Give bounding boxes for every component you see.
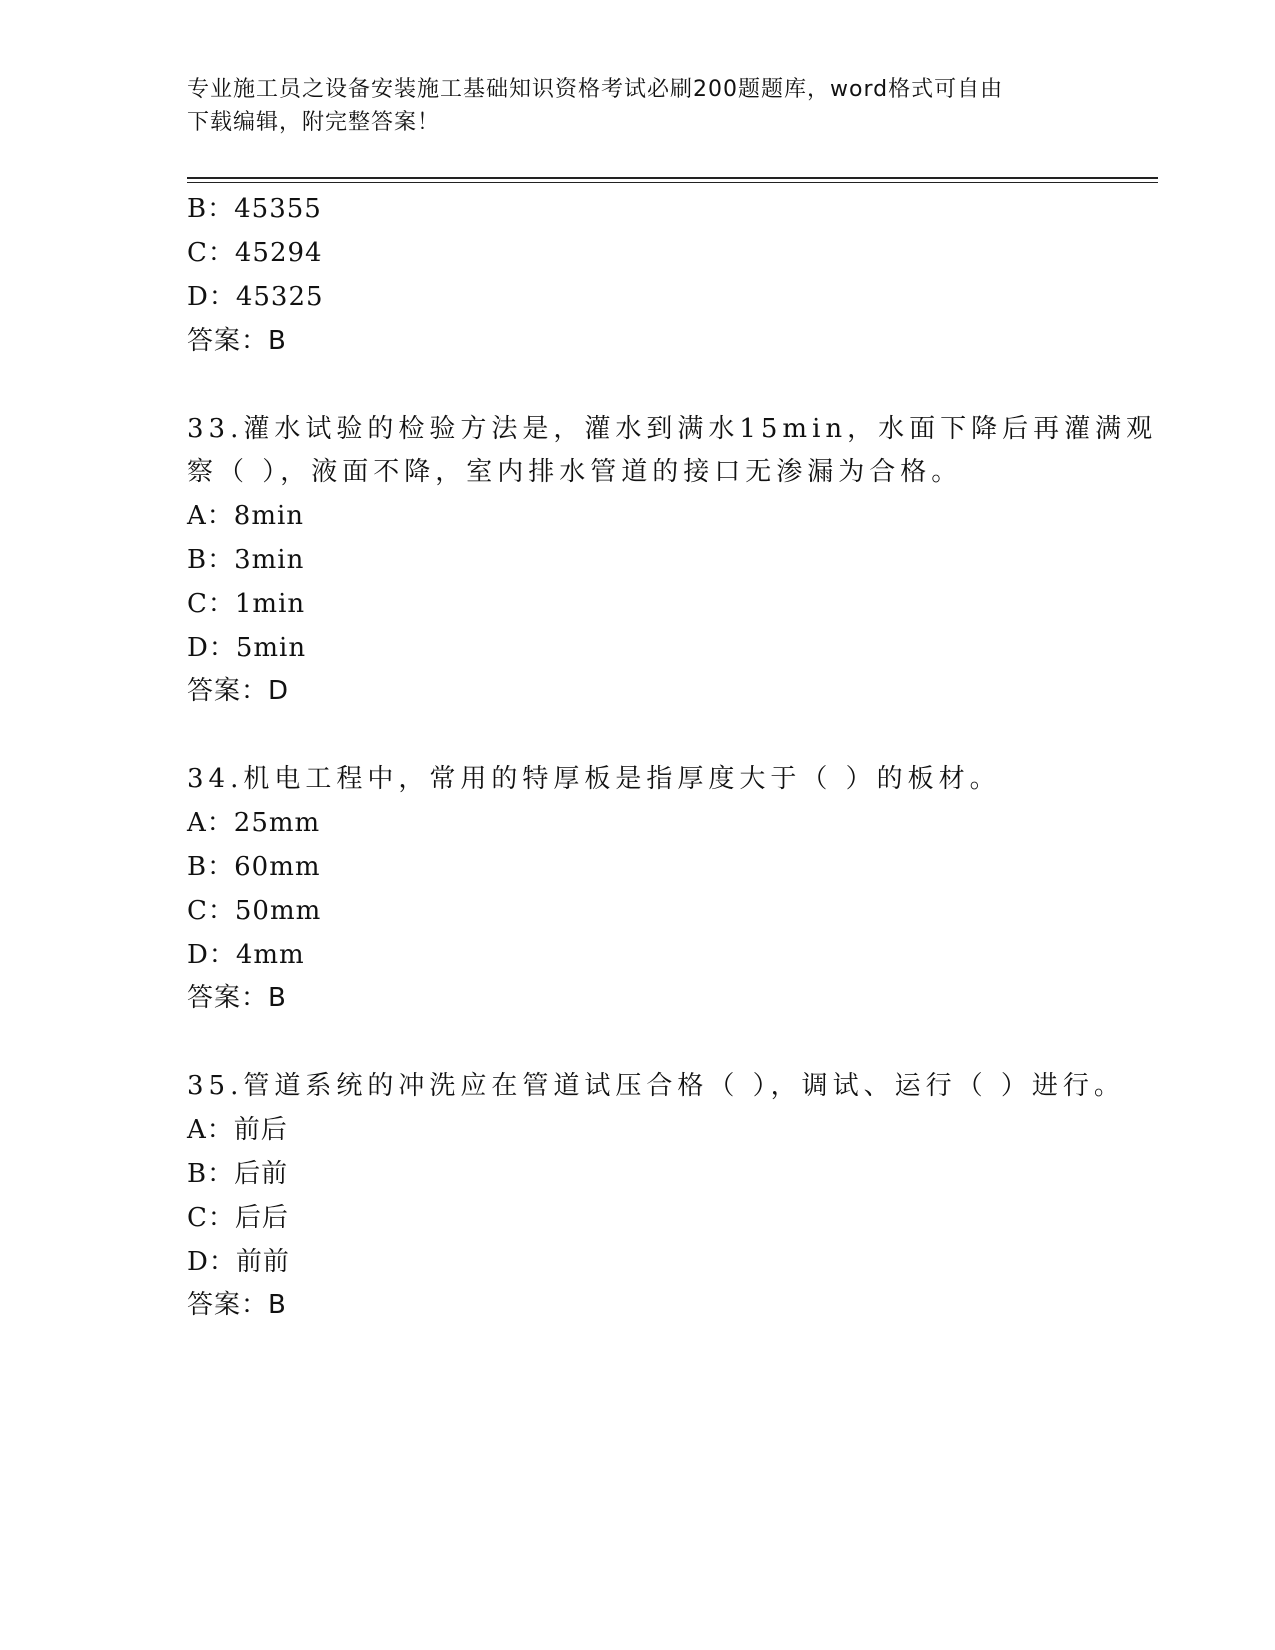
- q32-option-b: B：45355: [187, 194, 322, 224]
- q33-stem-line-2: 察（ ），液面不降，室内排水管道的接口无渗漏为合格。: [187, 457, 963, 487]
- q34-answer: 答案：B: [187, 983, 287, 1013]
- q34-stem: 34.机电工程中，常用的特厚板是指厚度大于（ ）的板材。: [187, 764, 1001, 794]
- q35-option-c: C：后后: [187, 1203, 289, 1233]
- q32-option-d: D：45325: [187, 282, 324, 312]
- q35-option-d: D：前前: [187, 1247, 290, 1277]
- header-divider-thick: [187, 177, 1158, 179]
- q32-answer: 答案：B: [187, 326, 287, 356]
- q33-answer: 答案：D: [187, 676, 290, 706]
- q32-option-c: C：45294: [187, 238, 323, 268]
- header-line-2: 下载编辑，附完整答案！: [187, 110, 441, 135]
- q34-option-c: C：50mm: [187, 896, 322, 926]
- q34-option-b: B：60mm: [187, 852, 321, 882]
- header-divider-thin: [187, 182, 1158, 183]
- header-line-1: 专业施工员之设备安装施工基础知识资格考试必刷200题题库，word格式可自由: [187, 77, 1004, 102]
- q33-option-b: B：3min: [187, 545, 305, 575]
- q35-option-a: A：前后: [187, 1115, 288, 1145]
- q33-stem-line-1: 33.灌水试验的检验方法是，灌水到满水15min，水面下降后再灌满观: [187, 414, 1158, 444]
- q34-option-a: A：25mm: [187, 808, 321, 838]
- q35-option-b: B：后前: [187, 1159, 289, 1189]
- q35-stem: 35.管道系统的冲洗应在管道试压合格（ ），调试、运行（ ）进行。: [187, 1071, 1125, 1101]
- document-header: [187, 73, 1067, 139]
- q33-option-d: D：5min: [187, 633, 307, 663]
- q35-answer: 答案：B: [187, 1290, 287, 1320]
- q34-option-d: D：4mm: [187, 940, 305, 970]
- q33-option-c: C：1min: [187, 589, 306, 619]
- q33-option-a: A：8min: [187, 501, 305, 531]
